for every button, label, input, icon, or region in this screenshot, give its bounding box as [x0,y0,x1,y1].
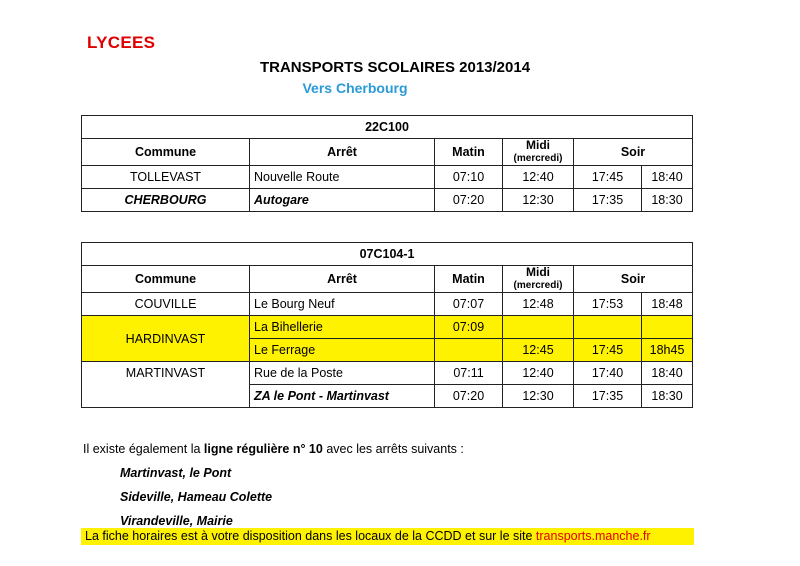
header-matin: Matin [435,139,503,166]
cell-soir-2: 18:40 [642,362,693,385]
cell-arret: Le Ferrage [250,339,435,362]
page-title [0,59,800,76]
table-row [82,166,693,189]
cell-midi: 12:40 [503,362,574,385]
cell-midi [503,316,574,339]
table-row-highlighted [82,316,693,339]
cell-soir-2: 18:48 [642,293,693,316]
cell-commune: HARDINVAST [82,316,250,362]
cell-matin: 07:20 [435,189,503,212]
timetable-07c104-1 [81,242,693,408]
cell-soir-2: 18:30 [642,189,693,212]
cell-matin: 07:09 [435,316,503,339]
cell-arret: Nouvelle Route [250,166,435,189]
footer-text: La fiche horaires est à votre disposition dans les locaux de la CCDD et sur le site [85,529,536,543]
line-code: 07C104-1 [82,243,693,266]
cell-arret: ZA le Pont - Martinvast [250,385,435,408]
cell-soir-2: 18:40 [642,166,693,189]
page-subtitle [0,80,800,96]
cell-midi: 12:45 [503,339,574,362]
header-arret: Arrêt [250,139,435,166]
line-code: 22C100 [82,116,693,139]
cell-arret: Rue de la Poste [250,362,435,385]
cell-commune: CHERBOURG [82,189,250,212]
header-arret: Arrêt [250,266,435,293]
cell-matin: 07:11 [435,362,503,385]
cell-matin: 07:10 [435,166,503,189]
cell-matin: 07:07 [435,293,503,316]
header-matin: Matin [435,266,503,293]
cell-soir-1: 17:40 [574,362,642,385]
cell-arret: La Bihellerie [250,316,435,339]
line-code-row [82,243,693,266]
page-subtitle-text: Vers Cherbourg [302,80,408,96]
cell-midi: 12:40 [503,166,574,189]
header-commune: Commune [82,139,250,166]
header-commune: Commune [82,266,250,293]
cell-arret: Autogare [250,189,435,212]
footer-notice [81,528,694,545]
list-item: Martinvast, le Pont [120,466,232,480]
cell-commune: COUVILLE [82,293,250,316]
cell-arret: Le Bourg Neuf [250,293,435,316]
list-item: Sideville, Hameau Colette [120,490,273,504]
header-midi [503,139,574,166]
cell-commune: MARTINVAST [82,362,250,408]
table-row [82,189,693,212]
line-code-row [82,116,693,139]
list-item: Virandeville, Mairie [120,514,233,528]
page-title-text: TRANSPORTS SCOLAIRES 2013/2014 [259,59,531,76]
cell-soir-2 [642,316,693,339]
timetable-22c100 [81,115,693,212]
cell-matin [435,339,503,362]
cell-soir-1: 17:35 [574,385,642,408]
header-midi-note: (mercredi) [513,153,563,164]
cell-soir-2: 18h45 [642,339,693,362]
regular-line-note [83,442,464,456]
cell-soir-2: 18:30 [642,385,693,408]
header-soir: Soir [574,139,693,166]
cell-midi: 12:30 [503,385,574,408]
note-prefix: Il existe également la [83,442,204,456]
cell-soir-1: 17:45 [574,339,642,362]
cell-soir-1 [574,316,642,339]
cell-soir-1: 17:35 [574,189,642,212]
header-midi-note: (mercredi) [513,280,563,291]
cell-matin: 07:20 [435,385,503,408]
category-heading: LYCEES [87,33,156,52]
table-row [82,362,693,385]
header-row [82,266,693,293]
header-midi-label: Midi [526,265,550,279]
cell-soir-1: 17:53 [574,293,642,316]
header-midi [503,266,574,293]
header-row [82,139,693,166]
cell-soir-1: 17:45 [574,166,642,189]
table-row [82,293,693,316]
header-midi-label: Midi [526,138,550,152]
note-emphasis: ligne régulière n° 10 [203,442,323,456]
cell-commune: TOLLEVAST [82,166,250,189]
header-soir: Soir [574,266,693,293]
cell-midi: 12:48 [503,293,574,316]
cell-midi: 12:30 [503,189,574,212]
footer-site-link[interactable]: transports.manche.fr [535,529,651,543]
note-suffix: avec les arrêts suivants : [322,442,464,456]
